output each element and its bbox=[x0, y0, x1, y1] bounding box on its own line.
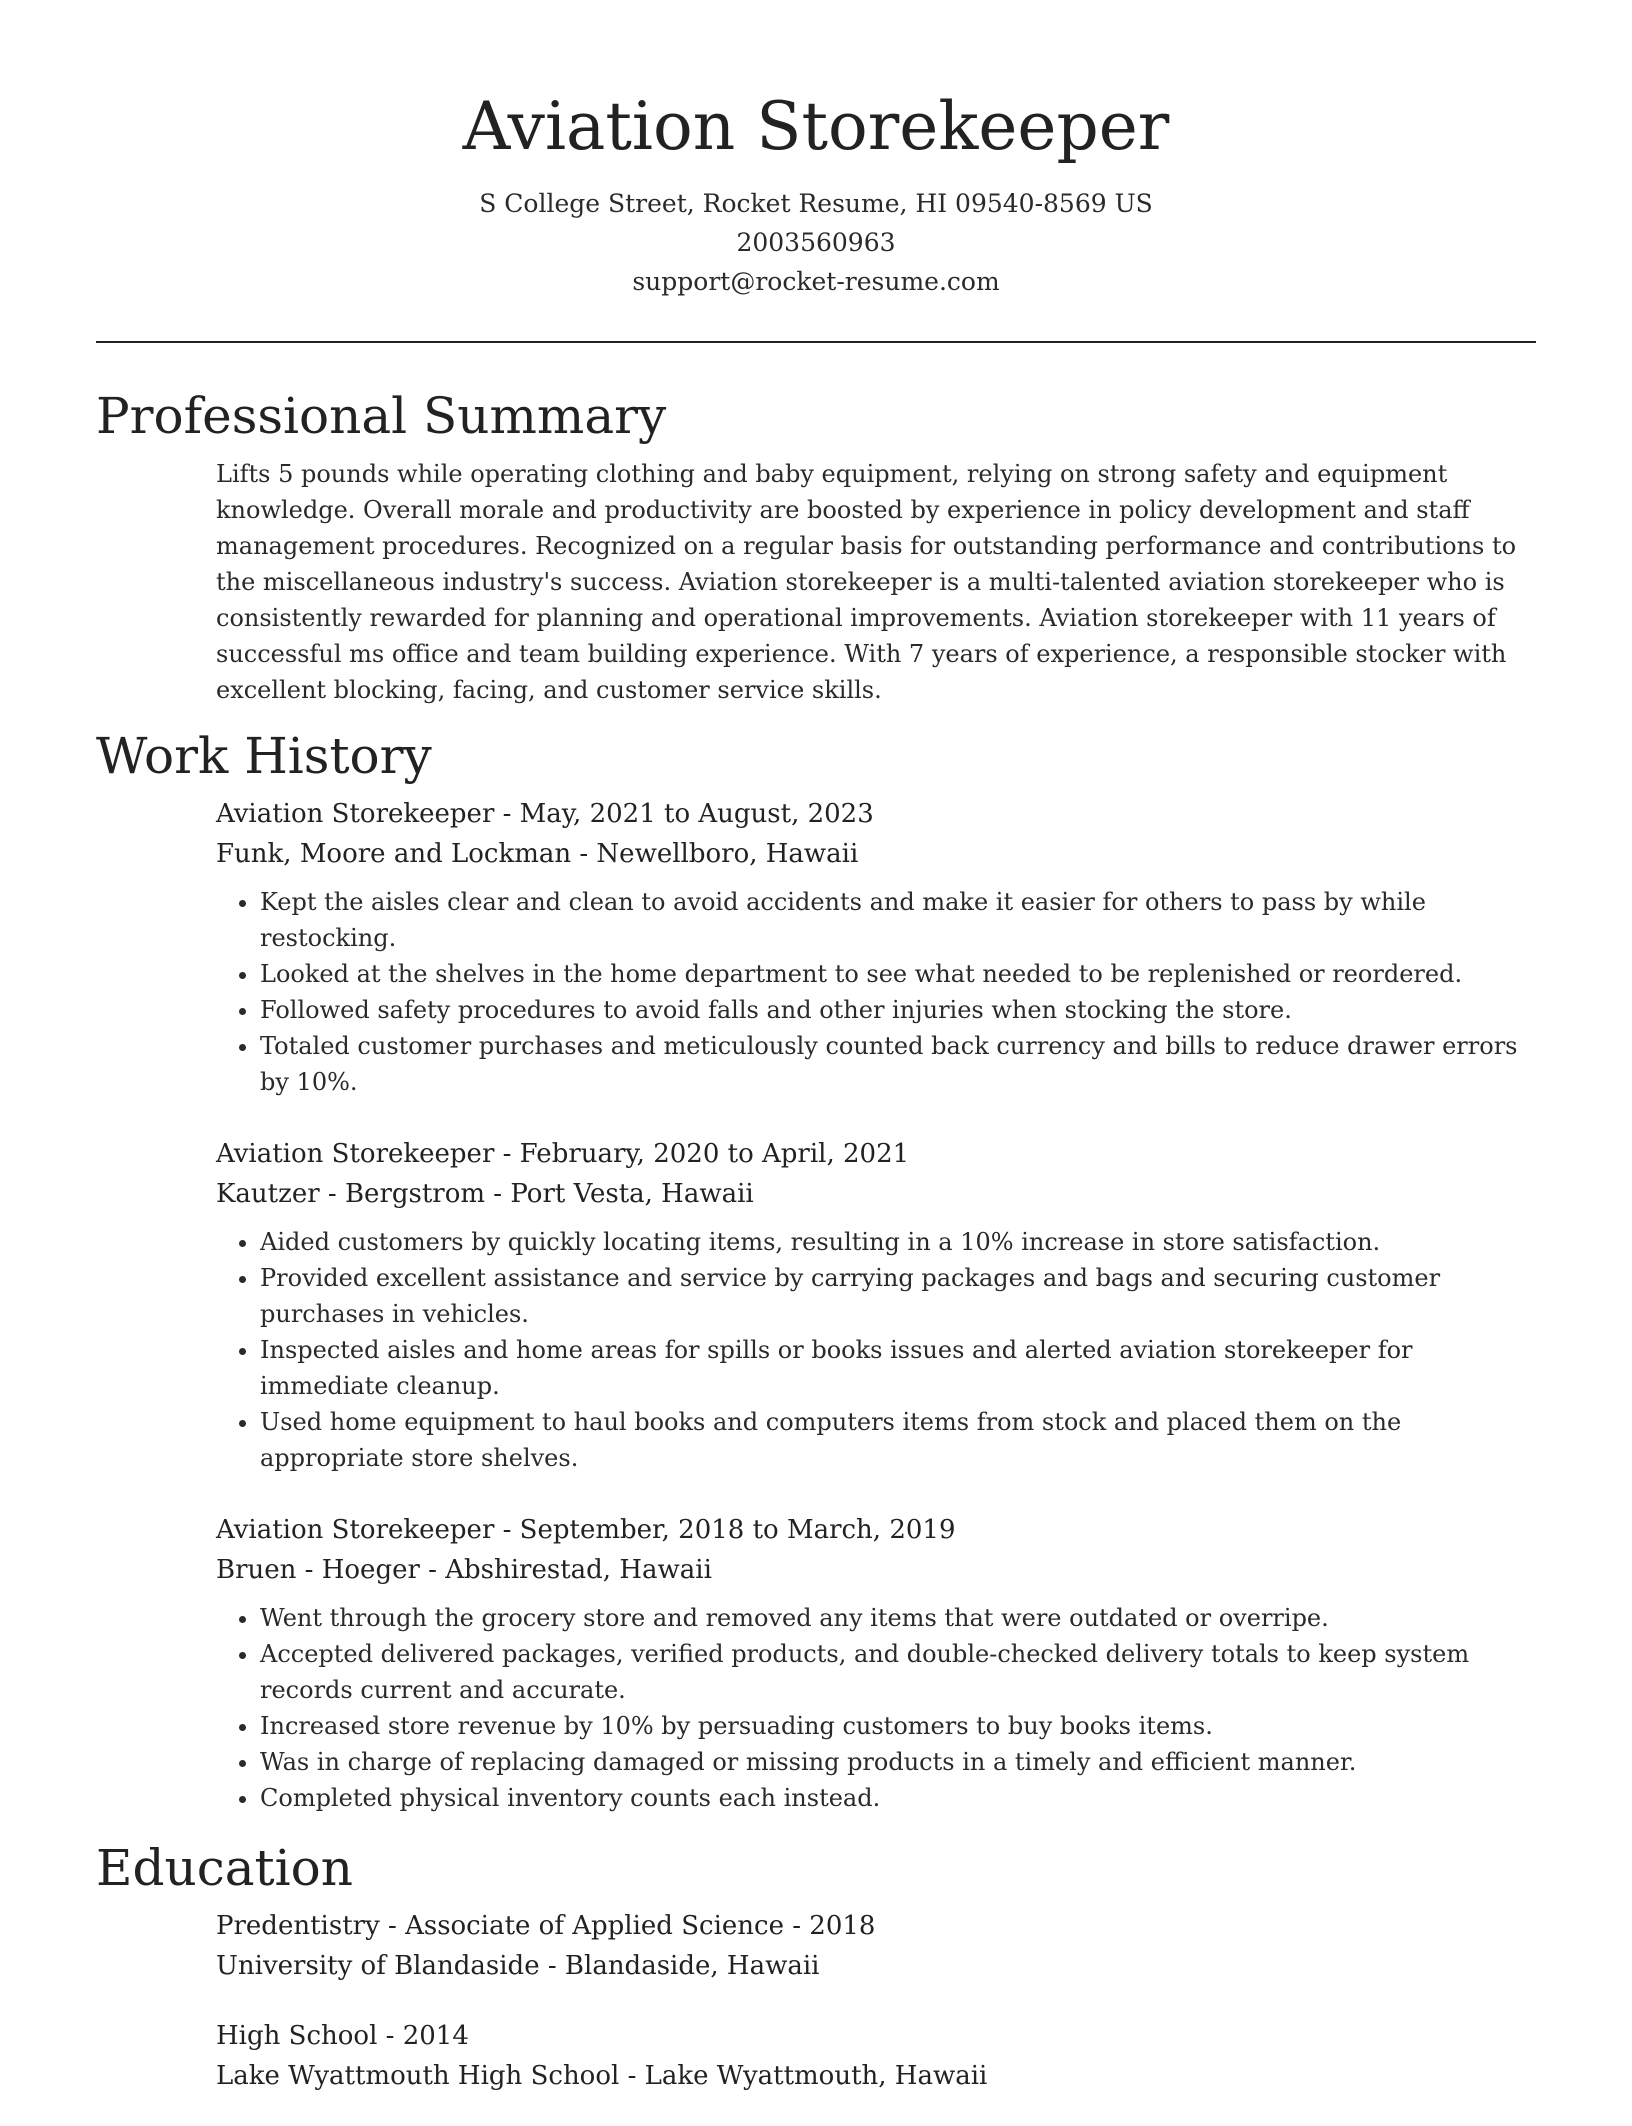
candidate-name: Aviation Storekeeper bbox=[462, 88, 1170, 165]
job-duty: • Was in charge of replacing damaged or missing products in a timely and efficient manner. bbox=[260, 1744, 1536, 1780]
job-title-dates: Aviation Storekeeper - February, 2020 to April, 2021 bbox=[216, 1139, 910, 1169]
job-duty: • Totaled customer purchases and meticulously counted back currency and bills to reduce drawer errors by 10%. bbox=[260, 1028, 1536, 1100]
contact-phone: 2003560963 bbox=[736, 228, 896, 257]
job-duty: • Aided customers by quickly locating items, resulting in a 10% increase in store satisfaction. bbox=[260, 1224, 1536, 1260]
job-entry bbox=[216, 1510, 1536, 1816]
job-title-dates: Aviation Storekeeper - September, 2018 to March, 2019 bbox=[216, 1515, 956, 1545]
job-duty: • Kept the aisles clear and clean to avoid accidents and make it easier for others to pass by while restocking. bbox=[260, 884, 1536, 956]
education-degree: High School - 2014 bbox=[216, 2021, 469, 2051]
job-duty: • Looked at the shelves in the home department to see what needed to be replenished or reordered. bbox=[260, 956, 1536, 992]
contact-info bbox=[96, 184, 1536, 301]
education-body bbox=[216, 1906, 1536, 2096]
job-duty: • Went through the grocery store and removed any items that were outdated or overripe. bbox=[260, 1600, 1536, 1636]
job-entry bbox=[216, 1134, 1536, 1476]
job-entry bbox=[216, 794, 1536, 1100]
work-history-section bbox=[96, 718, 1536, 1816]
job-duty: • Completed physical inventory counts each instead. bbox=[260, 1780, 1536, 1816]
job-duties-list bbox=[216, 884, 1536, 1100]
job-duty: • Followed safety procedures to avoid falls and other injuries when stocking the store. bbox=[260, 992, 1536, 1028]
job-duty: • Used home equipment to haul books and computers items from stock and placed them on the appropriate store shelves. bbox=[260, 1404, 1536, 1476]
summary-body bbox=[216, 456, 1536, 708]
job-duties-list bbox=[216, 1600, 1536, 1816]
summary-text: Lifts 5 pounds while operating clothing and baby equipment, relying on strong safety and equipment knowledge. Overall morale and productivity are boosted by experience in policy development and staff management procedures. Recognized on a regular basis for outstanding performance and contributions to the miscellaneous industry's success. Aviation storekeeper is a multi-talented aviation storekeeper who is consistently rewarded for planning and operational improvements. Aviation storekeeper with 11 years of successful ms office and team building experience. With 7 years of experience, a responsible stocker with excellent blocking, facing, and customer service skills. bbox=[216, 460, 1517, 704]
contact-address: S College Street, Rocket Resume, HI 09540-8569 US bbox=[479, 189, 1153, 218]
resume-header bbox=[96, 82, 1536, 301]
education-entry bbox=[216, 2016, 1536, 2096]
education-section bbox=[96, 1830, 1536, 2096]
job-title-dates: Aviation Storekeeper - May, 2021 to August, 2023 bbox=[216, 799, 874, 829]
header-divider bbox=[96, 341, 1536, 343]
education-degree: Predentistry - Associate of Applied Science - 2018 bbox=[216, 1911, 876, 1941]
contact-email: support@rocket-resume.com bbox=[632, 267, 1000, 296]
summary-heading: Professional Summary bbox=[96, 387, 667, 445]
job-company-location: Funk, Moore and Lockman - Newellboro, Hawaii bbox=[216, 839, 859, 869]
work-history-heading: Work History bbox=[96, 727, 432, 785]
job-duty: • Accepted delivered packages, verified products, and double-checked delivery totals to keep system records current and accurate. bbox=[260, 1636, 1536, 1708]
education-school: Lake Wyattmouth High School - Lake Wyattmouth, Hawaii bbox=[216, 2061, 988, 2091]
job-company-location: Bruen - Hoeger - Abshirestad, Hawaii bbox=[216, 1555, 712, 1585]
summary-section bbox=[96, 378, 1536, 708]
job-duty: • Increased store revenue by 10% by persuading customers to buy books items. bbox=[260, 1708, 1536, 1744]
education-school: University of Blandaside - Blandaside, Hawaii bbox=[216, 1951, 820, 1981]
job-duty: • Inspected aisles and home areas for spills or books issues and alerted aviation storekeeper for immediate cleanup. bbox=[260, 1332, 1536, 1404]
job-duty: • Provided excellent assistance and service by carrying packages and bags and securing customer purchases in vehicles. bbox=[260, 1260, 1536, 1332]
job-duties-list bbox=[216, 1224, 1536, 1476]
education-heading: Education bbox=[96, 1839, 353, 1897]
work-history-body bbox=[216, 794, 1536, 1816]
job-company-location: Kautzer - Bergstrom - Port Vesta, Hawaii bbox=[216, 1179, 754, 1209]
resume-content bbox=[96, 378, 1536, 2126]
education-entry bbox=[216, 1906, 1536, 1986]
